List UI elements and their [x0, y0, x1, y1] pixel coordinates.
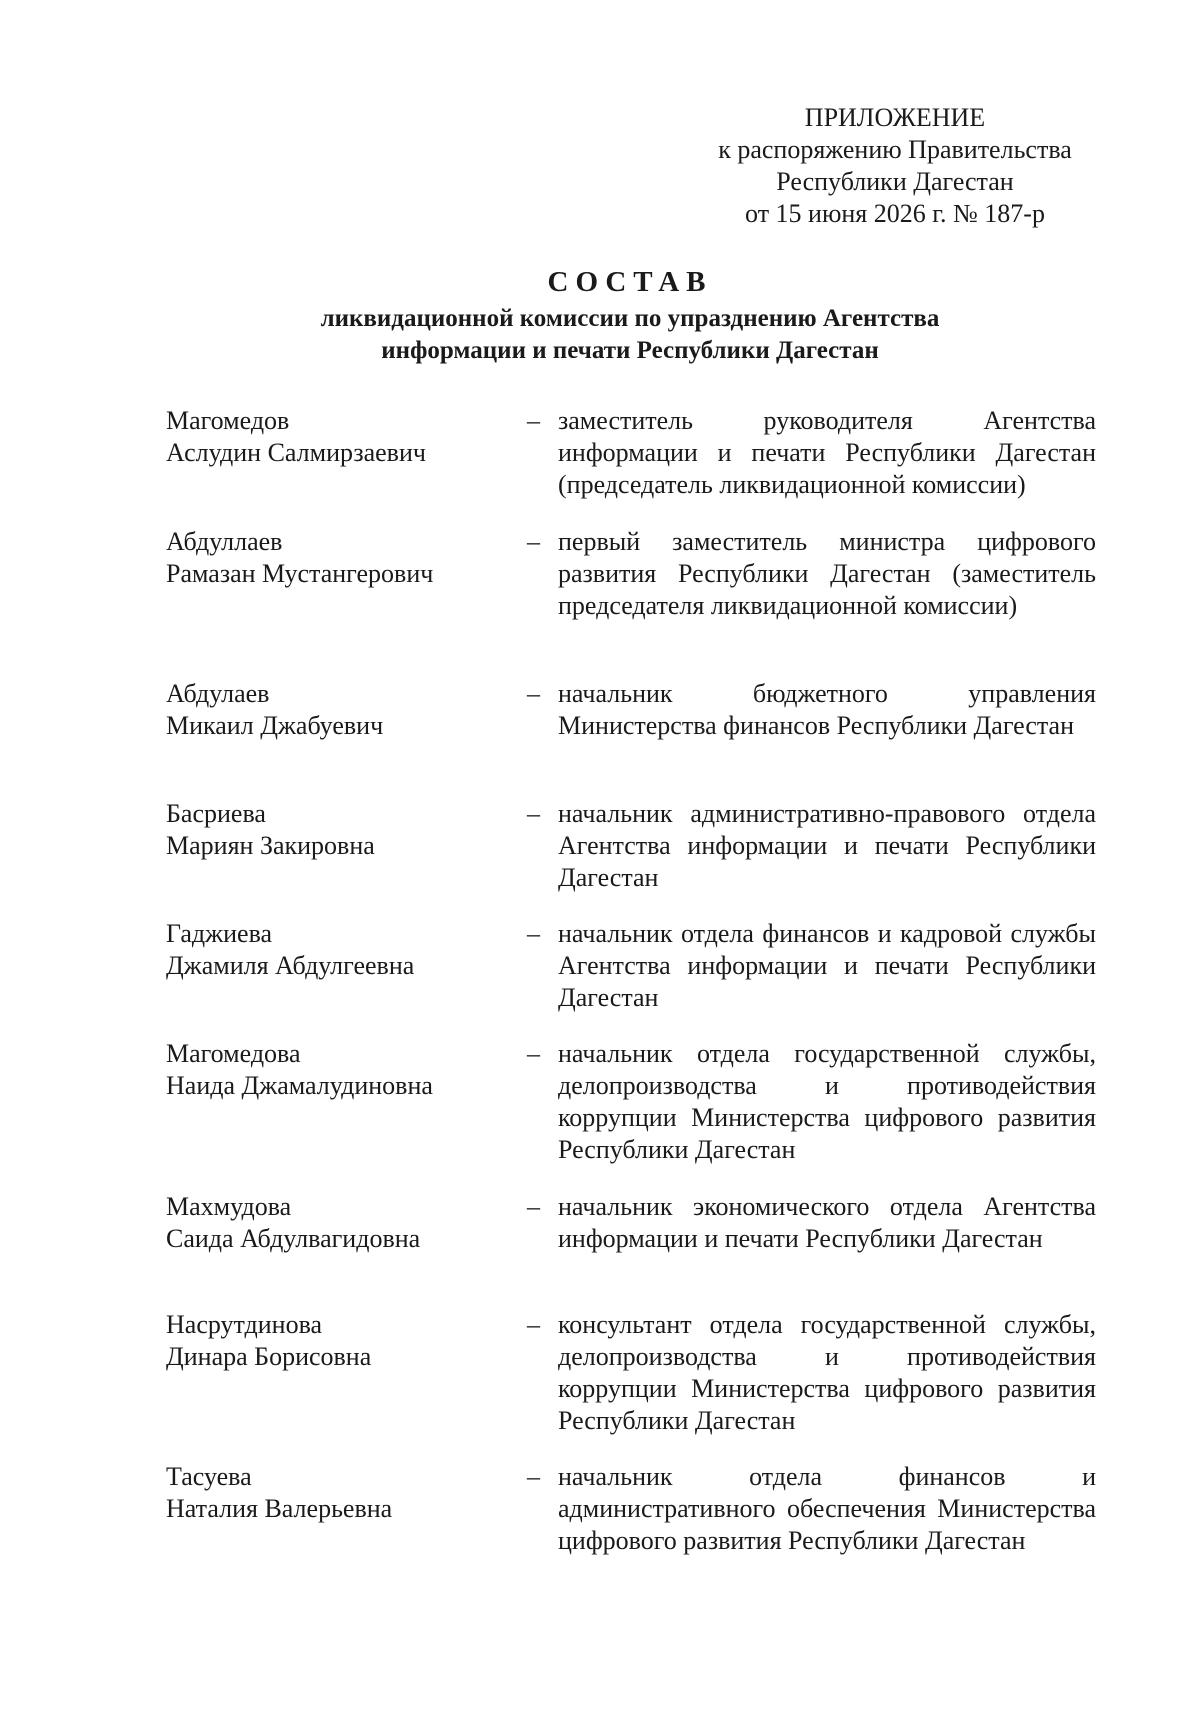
member-given-name: Наталия Валерьевна — [166, 1494, 393, 1523]
member-dash: – — [527, 1310, 540, 1339]
member-role: первый заместитель министра цифрового развития Республики Дагестан (заместитель председателя ликвидационной комиссии) — [558, 527, 1096, 620]
member-dash: – — [527, 1462, 540, 1491]
member-dash: – — [527, 406, 540, 435]
member-role: начальник экономического отдела Агентства информации и печати Республики Дагестан — [558, 1192, 1096, 1253]
member-dash: – — [527, 919, 540, 948]
member-given-name: Мариян Закировна — [166, 831, 375, 860]
member-role: начальник отдела финансов и кадровой службы Агентства информации и печати Республики Дагестан — [558, 919, 1096, 1012]
member-role: начальник отдела государственной службы, делопроизводства и противодействия коррупции Министерства цифрового развития Республики Дагестан — [558, 1039, 1096, 1164]
member-name — [166, 1461, 486, 1525]
document-title: СОСТАВ — [547, 266, 713, 298]
member-dash: – — [527, 799, 540, 828]
member-role: консультант отдела государственной службы, делопроизводства и противодействия коррупции Министерства цифрового развития Республики Дагестан — [558, 1310, 1096, 1435]
appendix-line-1: к распоряжению Правительства — [718, 135, 1072, 164]
appendix-line-3: от 15 июня 2026 г. № 187-р — [745, 199, 1045, 228]
member-surname: Магомедов — [166, 406, 290, 435]
document-subtitle — [180, 303, 1080, 367]
member-given-name: Саида Абдулвагидовна — [166, 1224, 421, 1253]
member-given-name: Наида Джамалудиновна — [166, 1071, 433, 1100]
member-name — [166, 1309, 486, 1373]
member-given-name: Микаил Джабуевич — [166, 711, 384, 740]
member-given-name: Динара Борисовна — [166, 1342, 372, 1371]
member-name — [166, 1191, 486, 1255]
member-surname: Абдуллаев — [166, 527, 283, 556]
member-dash: – — [527, 679, 540, 708]
member-given-name: Джамиля Абдулгеевна — [166, 951, 415, 980]
member-dash: – — [527, 1039, 540, 1068]
member-surname: Магомедова — [166, 1039, 301, 1068]
member-given-name: Аслудин Салмирзаевич — [166, 438, 426, 467]
member-role: заместитель руководителя Агентства информации и печати Республики Дагестан (председатель ликвидационной комиссии) — [558, 406, 1096, 499]
member-surname: Тасуева — [166, 1462, 252, 1491]
member-name — [166, 798, 486, 862]
member-role: начальник отдела финансов и административного обеспечения Министерства цифрового развития Республики Дагестан — [558, 1462, 1096, 1555]
member-dash: – — [527, 527, 540, 556]
member-name — [166, 526, 486, 590]
member-name — [166, 405, 486, 469]
member-surname: Махмудова — [166, 1192, 292, 1221]
member-given-name: Рамазан Мустангерович — [166, 559, 434, 588]
appendix-header — [650, 102, 1140, 230]
subtitle-line-1: ликвидационной комиссии по упразднению Агентства — [320, 305, 940, 332]
member-role: начальник административно-правового отдела Агентства информации и печати Республики Дагестан — [558, 799, 1096, 892]
member-dash: – — [527, 1192, 540, 1221]
member-surname: Абдулаев — [166, 679, 270, 708]
appendix-title: ПРИЛОЖЕНИЕ — [804, 103, 986, 132]
subtitle-line-2: информации и печати Республики Дагестан — [381, 337, 879, 364]
member-surname: Басриева — [166, 799, 266, 828]
member-name — [166, 918, 486, 982]
member-name — [166, 678, 486, 742]
member-surname: Гаджиева — [166, 919, 273, 948]
appendix-line-2: Республики Дагестан — [776, 167, 1014, 196]
member-role: начальник бюджетного управления Министерства финансов Республики Дагестан — [558, 679, 1096, 740]
member-name — [166, 1038, 486, 1102]
member-surname: Насрутдинова — [166, 1310, 323, 1339]
